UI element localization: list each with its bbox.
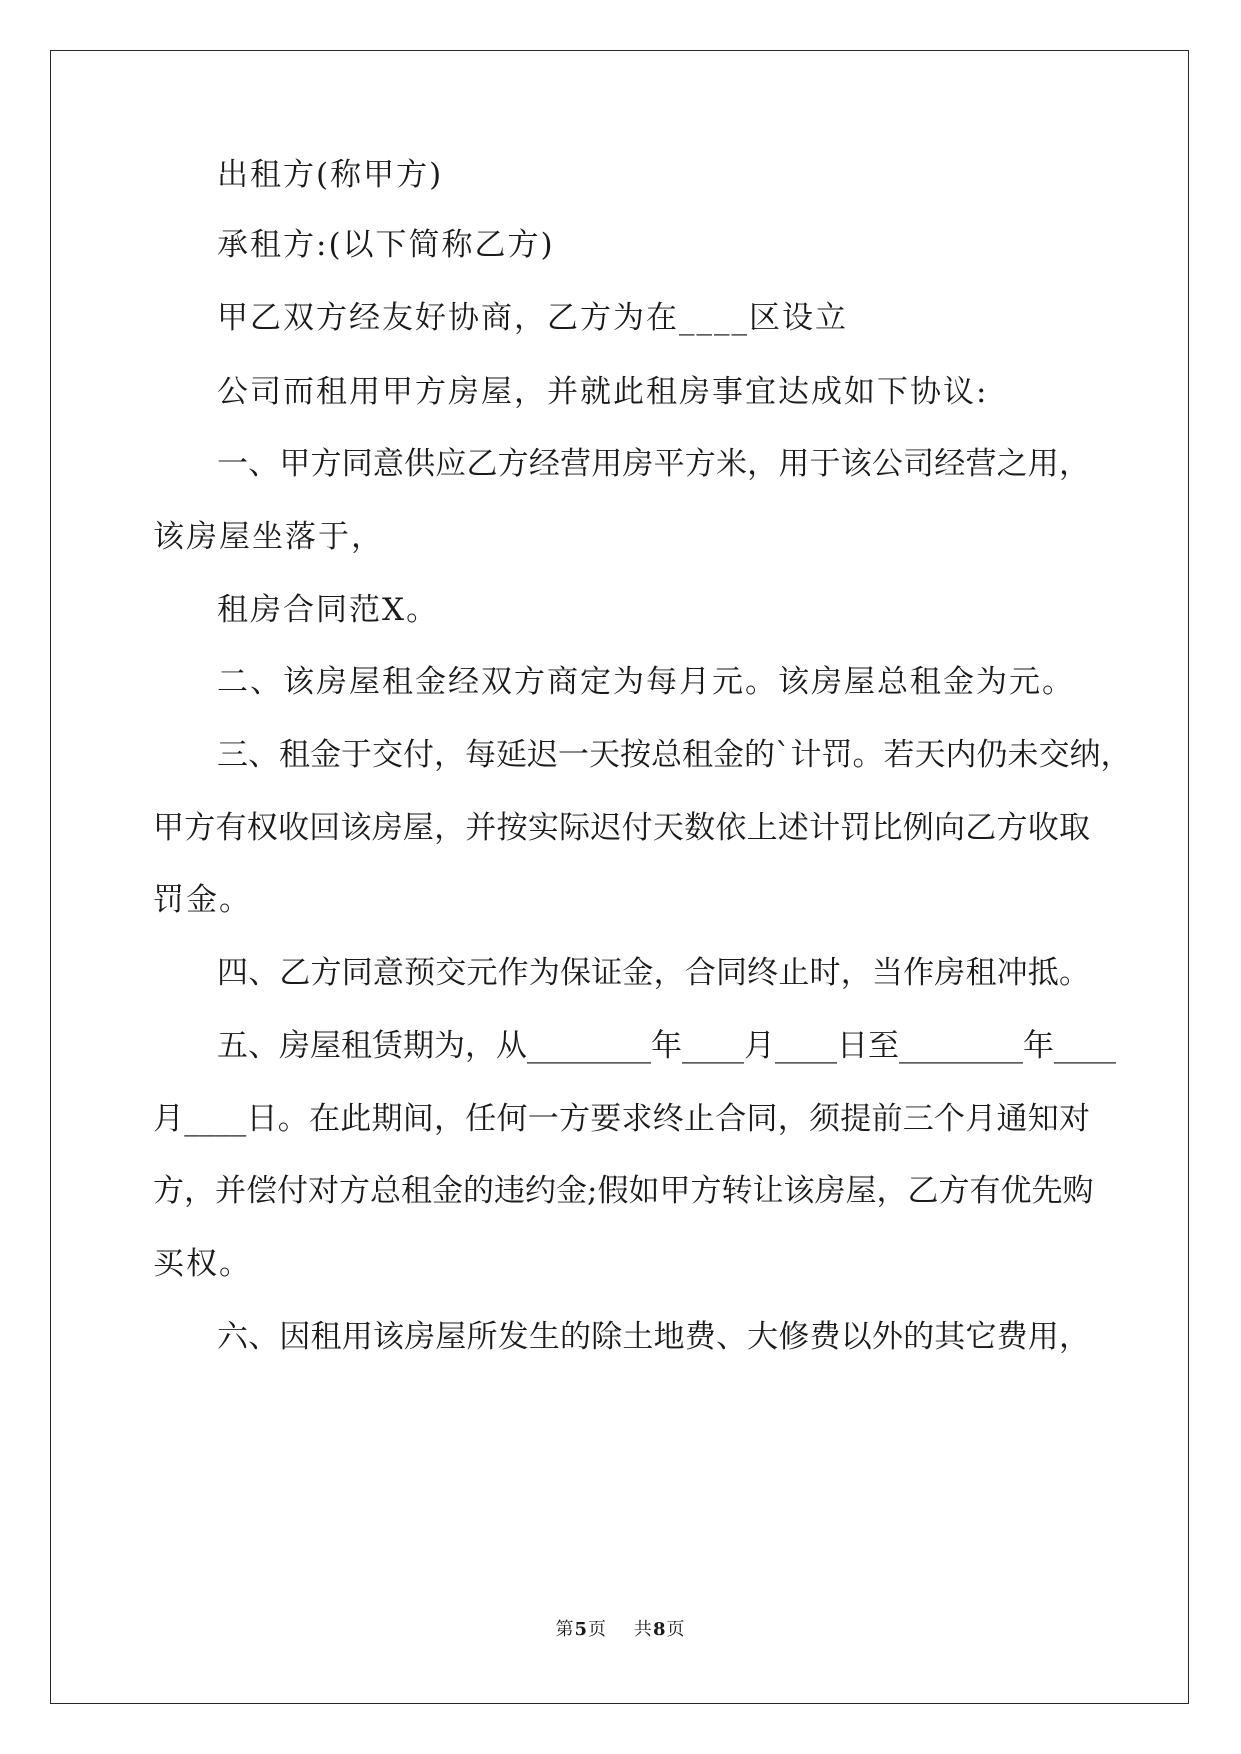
doc-line: 承租方:(以下简称乙方) <box>217 227 555 263</box>
doc-line: 甲方有权收回该房屋，并按实际迟付天数依上述计罚比例向乙方收取 <box>153 810 1090 846</box>
doc-line: 甲乙双方经友好协商，乙方为在____区设立 <box>217 300 848 336</box>
doc-line: 罚金。 <box>153 882 252 918</box>
footer-middle: 页 共 <box>588 1619 653 1640</box>
footer-total-pages: 8 <box>652 1619 667 1640</box>
doc-line: 月____日。在此期间，任何一方要求终止合同，须提前三个月通知对 <box>153 1101 1090 1137</box>
footer-page-number: 5 <box>574 1619 589 1640</box>
doc-line: 一、甲方同意供应乙方经营用房平方米，用于该公司经营之用， <box>217 446 1090 482</box>
doc-line: 五、房屋租赁期为，从________年____月____日至________年____ <box>217 1028 1116 1064</box>
page-footer <box>0 1618 1241 1642</box>
doc-line: 六、因租用该房屋所发生的除土地费、大修费以外的其它费用， <box>217 1319 1090 1355</box>
footer-prefix: 第 <box>555 1619 575 1640</box>
doc-line: 买权。 <box>153 1246 252 1282</box>
doc-line: 公司而租用甲方房屋，并就此租房事宜达成如下协议: <box>217 374 989 410</box>
doc-line: 三、租金于交付，每延迟一天按总租金的`计罚。若天内仍未交纳， <box>217 737 1132 773</box>
footer-suffix: 页 <box>666 1619 686 1640</box>
doc-line: 方，并偿付对方总租金的违约金;假如甲方转让该房屋，乙方有优先购 <box>153 1173 1094 1209</box>
doc-line: 该房屋坐落于， <box>153 519 384 555</box>
doc-line: 二、该房屋租金经双方商定为每月元。该房屋总租金为元。 <box>217 664 1075 700</box>
doc-line: 四、乙方同意预交元作为保证金，合同终止时，当作房租冲抵。 <box>217 955 1090 991</box>
doc-line: 租房合同范X。 <box>217 592 440 628</box>
doc-line: 出租方(称甲方) <box>217 157 444 193</box>
